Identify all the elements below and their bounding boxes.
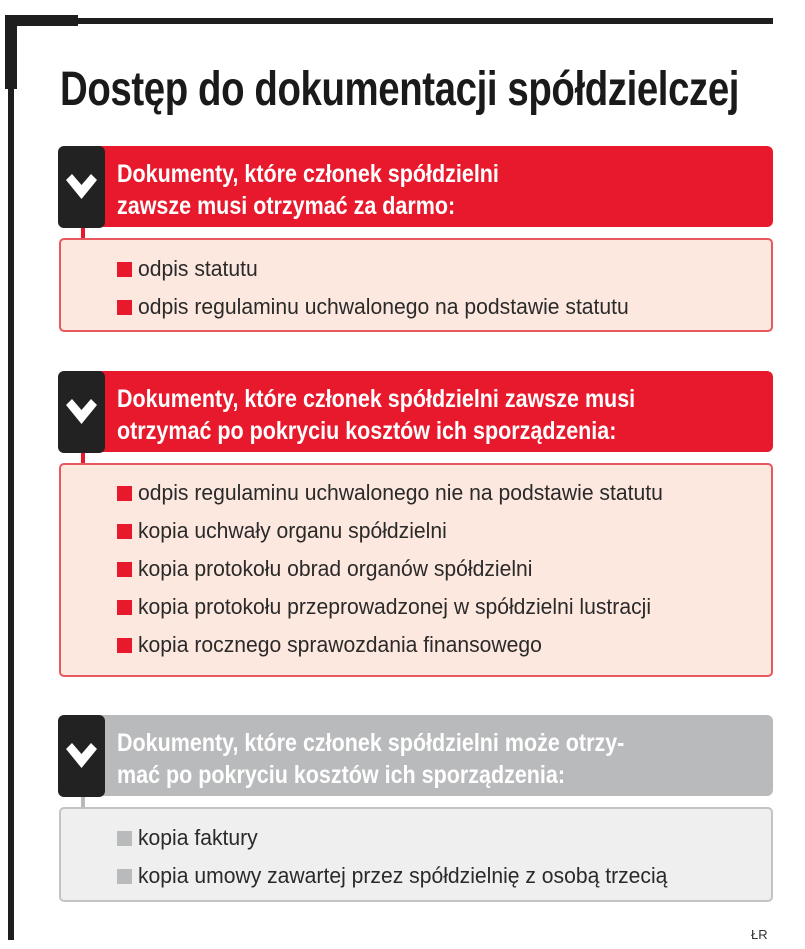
- square-bullet-icon: [117, 262, 132, 277]
- frame-left-thick: [5, 15, 17, 89]
- section-header-text: [117, 727, 624, 791]
- list-item: odpis statutu: [117, 257, 263, 281]
- square-bullet-icon: [117, 300, 132, 315]
- square-bullet-icon: [117, 831, 132, 846]
- square-bullet-icon: [117, 869, 132, 884]
- chevron-down-icon: [66, 399, 97, 425]
- section-header-text: [117, 383, 635, 447]
- section-paid-documents: [58, 371, 773, 679]
- section-header: [98, 715, 773, 796]
- section-tab: [58, 371, 105, 453]
- header-line: otrzymać po pokryciu kosztów ich sporządzenia:: [117, 417, 617, 445]
- header-line: Dokumenty, które członek spółdzielni może otrzy-: [117, 729, 625, 757]
- section-tab: [58, 146, 105, 228]
- list-item: kopia faktury: [117, 826, 263, 850]
- list-item: kopia rocznego sprawozdania finansowego: [117, 633, 559, 657]
- list-item: odpis regulaminu uchwalonego nie na podstawie statutu: [117, 481, 685, 505]
- square-bullet-icon: [117, 486, 132, 501]
- frame-left-line: [8, 89, 14, 940]
- section-free-documents: [58, 146, 773, 334]
- author-credit: ŁR: [751, 927, 768, 942]
- section-header: [98, 371, 773, 452]
- header-line: Dokumenty, które członek spółdzielni zawsze musi: [117, 385, 636, 413]
- section-header: [98, 146, 773, 227]
- connector-line: [81, 796, 85, 807]
- square-bullet-icon: [117, 524, 132, 539]
- page-title: Dostęp do dokumentacji spółdzielczej: [60, 63, 740, 116]
- section-optional-documents: [58, 715, 773, 904]
- list-item: kopia protokołu przeprowadzonej w spółdzielni lustracji: [117, 595, 672, 619]
- document-list-box: [59, 238, 773, 332]
- square-bullet-icon: [117, 638, 132, 653]
- header-line: Dokumenty, które członek spółdzielni: [117, 160, 499, 188]
- frame-top-line: [78, 18, 773, 24]
- connector-line: [81, 452, 85, 463]
- list-item: kopia uchwały organu spółdzielni: [117, 519, 460, 543]
- square-bullet-icon: [117, 562, 132, 577]
- section-header-text: [117, 158, 499, 222]
- square-bullet-icon: [117, 600, 132, 615]
- header-line: zawsze musi otrzymać za darmo:: [117, 192, 456, 220]
- document-list-box: [59, 807, 773, 902]
- header-line: mać po pokryciu kosztów ich sporządzenia:: [117, 761, 566, 789]
- list-item: kopia umowy zawartej przez spółdzielnię z osobą trzecią: [117, 864, 689, 888]
- document-list-box: [59, 463, 773, 677]
- chevron-down-icon: [66, 743, 97, 769]
- list-item: odpis regulaminu uchwalonego na podstawie statutu: [117, 295, 649, 319]
- list-item: kopia protokołu obrad organów spółdzielni: [117, 557, 549, 581]
- connector-line: [81, 227, 85, 238]
- section-tab: [58, 715, 105, 797]
- chevron-down-icon: [66, 174, 97, 200]
